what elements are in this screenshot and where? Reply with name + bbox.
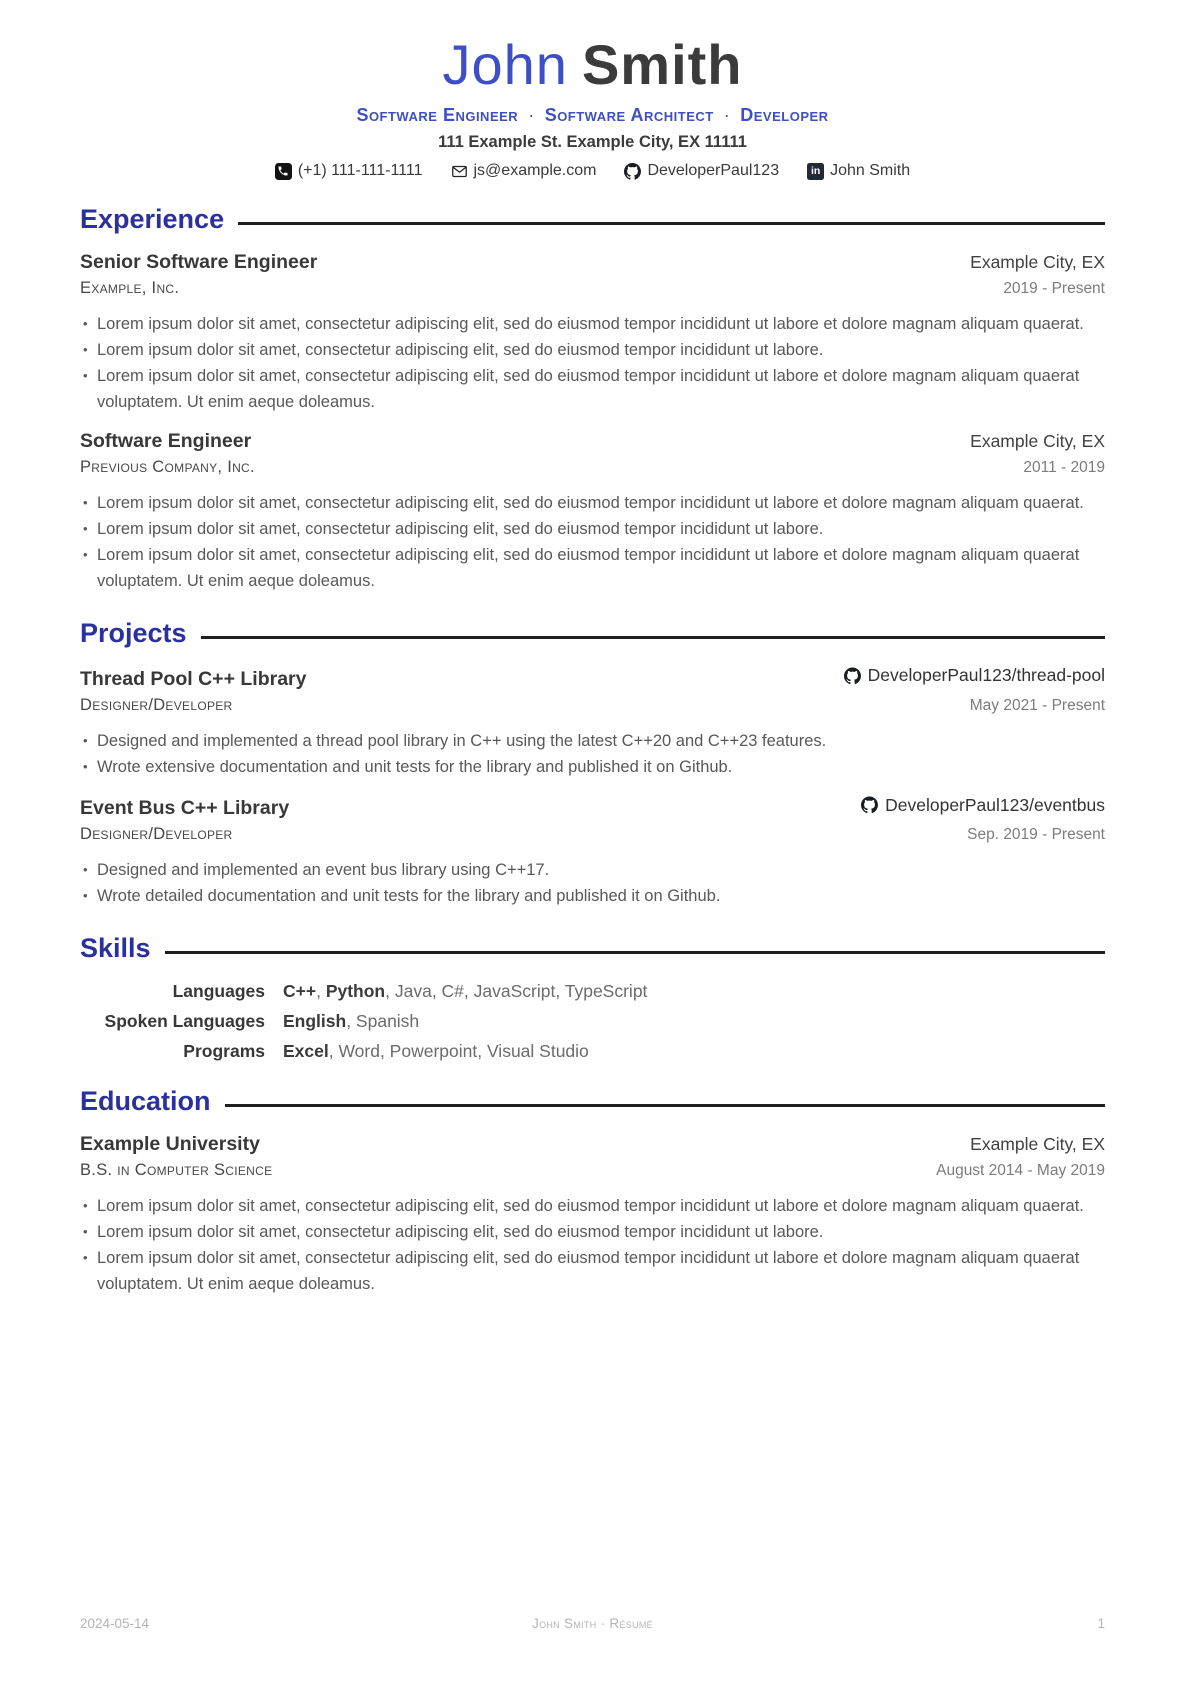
contact-row: [80, 162, 1105, 180]
project-title: Thread Pool C++ Library: [80, 667, 307, 690]
repo-name: DeveloperPaul123/eventbus: [885, 794, 1105, 815]
skill-values: [283, 1041, 1105, 1062]
skill-item: English: [283, 1011, 347, 1031]
bullet-item: • Lorem ipsum dolor sit amet, consectetur adipiscing elit, sed do eiusmod tempor incididunt ut labore.: [80, 1219, 1105, 1245]
bullet-item: • Lorem ipsum dolor sit amet, consectetur adipiscing elit, sed do eiusmod tempor incididunt ut labore et dolore magnam aliquam quaerat.: [80, 1193, 1105, 1219]
experience-section-header: [80, 202, 1105, 236]
section-title-projects: Projects: [80, 618, 187, 648]
repo-name: DeveloperPaul123/thread-pool: [867, 665, 1105, 685]
section-rule: [201, 636, 1105, 639]
job-dates: 2011 - 2019: [1023, 459, 1105, 476]
email-address: js@example.com: [473, 162, 597, 179]
skill-values: [283, 981, 1105, 1002]
address: 111 Example St. Example City, EX 11111: [438, 133, 747, 151]
job-location: Example City, EX: [970, 252, 1105, 272]
skill-item: , Spanish: [346, 1011, 420, 1031]
skills-section-header: [80, 931, 1105, 965]
project-repo-link[interactable]: [861, 795, 1105, 816]
tagline: Developer: [740, 105, 829, 125]
education-section-header: [80, 1084, 1105, 1118]
email-icon: [451, 163, 468, 180]
tagline: Software Engineer: [356, 105, 519, 125]
bullet-list: [80, 728, 1105, 780]
experience-entry: [80, 251, 1105, 415]
github-icon: [861, 797, 878, 814]
bullet-item: • Lorem ipsum dolor sit amet, consectetur adipiscing elit, sed do eiusmod tempor incididunt ut labore.: [80, 337, 1105, 363]
school-name: Example University: [80, 1133, 260, 1155]
job-title: Senior Software Engineer: [80, 251, 318, 273]
school-location: Example City, EX: [970, 1134, 1105, 1154]
project-dates: May 2021 - Present: [969, 696, 1105, 714]
degree-name: B.S. in Computer Science: [80, 1161, 273, 1179]
skill-item: Excel: [283, 1041, 329, 1061]
github-username: DeveloperPaul123: [647, 162, 780, 179]
bullet-item: • Lorem ipsum dolor sit amet, consectetur adipiscing elit, sed do eiusmod tempor incididunt ut labore et dolore magnam aliquam quaerat.: [80, 311, 1105, 337]
projects-section-header: [80, 616, 1105, 650]
tagline-separator: ·: [528, 105, 535, 125]
skills-table: [80, 981, 1105, 1062]
skill-values: [283, 1011, 1105, 1032]
bullet-item: • Wrote detailed documentation and unit tests for the library and published it on Github.: [80, 883, 1105, 909]
skill-item: ,: [316, 981, 326, 1001]
footer-title: John Smith · Résumé: [532, 1616, 653, 1631]
project-entry: [80, 665, 1105, 780]
skill-item: Python: [325, 981, 386, 1001]
bullet-item: • Lorem ipsum dolor sit amet, consectetur adipiscing elit, sed do eiusmod tempor incididunt ut labore et dolore magnam aliquam quaerat.: [80, 490, 1105, 516]
person-name: [80, 0, 1105, 96]
skill-item: , Java, C#, JavaScript, TypeScript: [385, 981, 648, 1001]
footer-date: 2024-05-14: [80, 1616, 150, 1631]
company-name: Previous Company, Inc.: [80, 458, 255, 476]
bullet-list: [80, 857, 1105, 909]
first-name: John: [442, 33, 568, 96]
section-title-education: Education: [80, 1086, 211, 1116]
skill-item: , Word, Powerpoint, Visual Studio: [328, 1041, 589, 1061]
project-repo-link[interactable]: [844, 665, 1105, 686]
bullet-item: • Wrote extensive documentation and unit tests for the library and published it on Github.: [80, 754, 1105, 780]
section-rule: [225, 1104, 1105, 1107]
bullet-list: [80, 490, 1105, 594]
section-rule: [165, 951, 1105, 954]
project-role: Designer/Developer: [80, 695, 233, 714]
github-icon: [844, 667, 861, 684]
job-dates: 2019 - Present: [1003, 280, 1105, 297]
project-entry: [80, 795, 1105, 910]
education-dates: August 2014 - May 2019: [936, 1162, 1105, 1179]
job-location: Example City, EX: [970, 431, 1105, 451]
bullet-item: • Lorem ipsum dolor sit amet, consectetur adipiscing elit, sed do eiusmod tempor incididunt ut labore et dolore magnam aliquam quaerat voluptatem. Ut enim aeque doleamus.: [80, 542, 1105, 594]
bullet-list: [80, 311, 1105, 415]
section-rule: [238, 222, 1105, 225]
project-title: Event Bus C++ Library: [80, 797, 290, 819]
bullet-item: • Lorem ipsum dolor sit amet, consectetur adipiscing elit, sed do eiusmod tempor incididunt ut labore et dolore magnam aliquam quaerat voluptatem. Ut enim aeque doleamus.: [80, 1245, 1105, 1297]
last-name: Smith: [581, 33, 743, 96]
phone-number: (+1) 111-111-1111: [297, 162, 423, 179]
tagline: Software Architect: [544, 105, 714, 125]
github-contact[interactable]: [624, 162, 779, 180]
bullet-item: • Lorem ipsum dolor sit amet, consectetur adipiscing elit, sed do eiusmod tempor incididunt ut labore.: [80, 516, 1105, 542]
project-dates: Sep. 2019 - Present: [967, 826, 1105, 843]
skill-item: C++: [283, 981, 317, 1001]
linkedin-contact[interactable]: [807, 162, 910, 180]
tagline-separator: ·: [723, 105, 731, 125]
experience-entry: [80, 430, 1105, 594]
company-name: Example, Inc.: [80, 279, 180, 297]
page-number: 1: [1097, 1616, 1105, 1631]
bullet-list: [80, 1193, 1105, 1297]
bullet-item: • Designed and implemented an event bus library using C++17.: [80, 857, 1105, 883]
phone-icon: [275, 163, 292, 180]
bullet-item: • Designed and implemented a thread pool library in C++ using the latest C++20 and C++23 features.: [80, 728, 1105, 754]
linkedin-name: John Smith: [830, 162, 911, 179]
linkedin-icon: [807, 163, 824, 180]
taglines: [80, 105, 1105, 126]
project-role: Designer/Developer: [80, 825, 233, 843]
phone-contact[interactable]: [275, 162, 423, 180]
education-entry: [80, 1133, 1105, 1297]
bullet-item: • Lorem ipsum dolor sit amet, consectetur adipiscing elit, sed do eiusmod tempor incididunt ut labore et dolore magnam aliquam quaerat voluptatem. Ut enim aeque doleamus.: [80, 363, 1105, 415]
section-title-experience: Experience: [80, 204, 225, 234]
skill-category: Programs: [183, 1041, 265, 1061]
skill-category: Spoken Languages: [104, 1011, 265, 1031]
job-title: Software Engineer: [80, 430, 252, 452]
email-contact[interactable]: [451, 162, 597, 180]
github-icon: [624, 163, 641, 180]
skill-category: Languages: [172, 981, 265, 1001]
section-title-skills: Skills: [80, 933, 151, 963]
